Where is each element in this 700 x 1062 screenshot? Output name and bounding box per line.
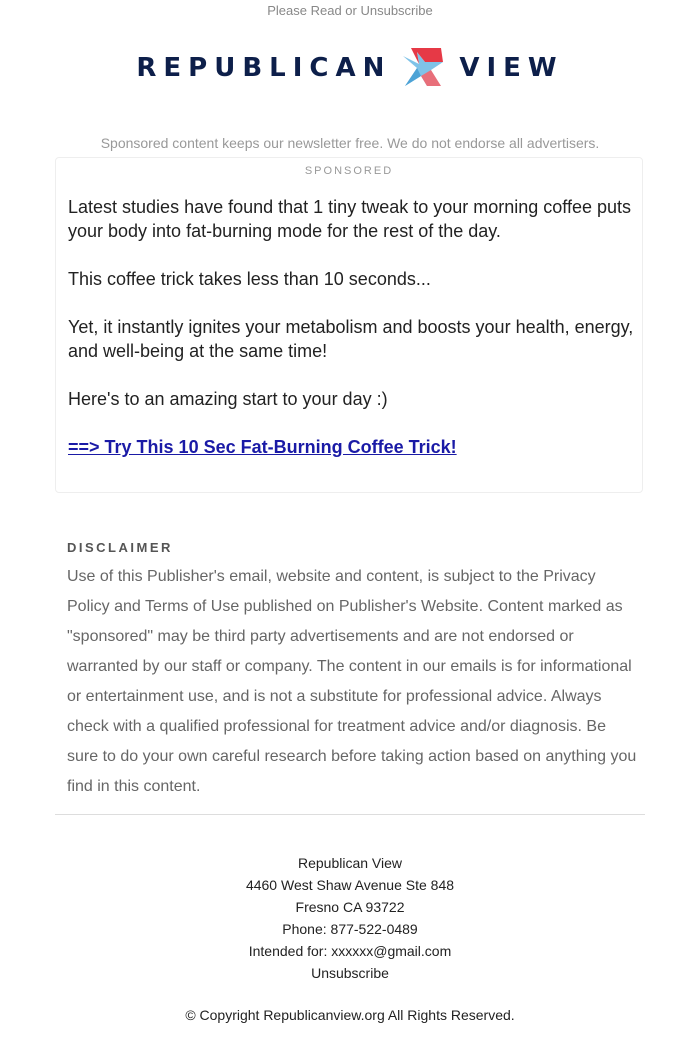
footer-street: 4460 West Shaw Avenue Ste 848 [245, 877, 455, 893]
ad-paragraph: This coffee trick takes less than 10 seconds... [68, 269, 431, 289]
footer-address [0, 852, 700, 984]
footer-intended-for: Intended for: xxxxxx@gmail.com [248, 943, 452, 959]
footer-company: Republican View [297, 855, 403, 871]
footer-phone: Phone: 877-522-0489 [282, 921, 418, 937]
sponsor-note: Sponsored content keeps our newsletter free. We do not endorse all advertisers. [100, 135, 600, 151]
ad-body [68, 195, 636, 483]
brand-name-right: VIEW [459, 53, 564, 83]
top-bar [0, 3, 700, 18]
coffee-trick-link[interactable]: ==> Try This 10 Sec Fat-Burning Coffee Trick! [68, 437, 457, 457]
footer-city: Fresno CA 93722 [295, 899, 405, 915]
ad-paragraph: Latest studies have found that 1 tiny tweak to your morning coffee puts your body into fat-burning mode for the rest of the day. [68, 197, 632, 241]
read-or-unsubscribe-link[interactable]: Please Read or Unsubscribe [267, 3, 433, 18]
ad-paragraph: Yet, it instantly ignites your metabolism and boosts your health, energy, and well-being at the same time! [68, 317, 634, 361]
disclaimer-title: DISCLAIMER [67, 540, 173, 555]
sponsored-label: SPONSORED [304, 165, 394, 177]
ad-paragraph: Here's to an amazing start to your day :) [68, 389, 388, 409]
brand-name-left: REPUBLICAN [136, 53, 392, 83]
brand-logo[interactable] [0, 46, 700, 90]
sponsored-ad-card [55, 157, 643, 493]
unsubscribe-link[interactable]: Unsubscribe [311, 965, 389, 981]
disclaimer-text: Use of this Publisher's email, website and content, is subject to the Privacy Policy and Terms of Use published on Publisher's Website. Content marked as "sponsored" may be third party advertisements and are not endorsed or warranted by our staff or company. The content in our emails is for informational or entertainment use, and is not a substitute for professional advice. Always check with a qualified professional for treatment advice and/or diagnosis. Be sure to do your own careful research before taking action based on anything you find in this content. [67, 568, 637, 795]
copyright: © Copyright Republicanview.org All Rights Reserved. [185, 1007, 515, 1023]
star-logo-icon [397, 46, 447, 90]
footer-divider [55, 814, 645, 815]
